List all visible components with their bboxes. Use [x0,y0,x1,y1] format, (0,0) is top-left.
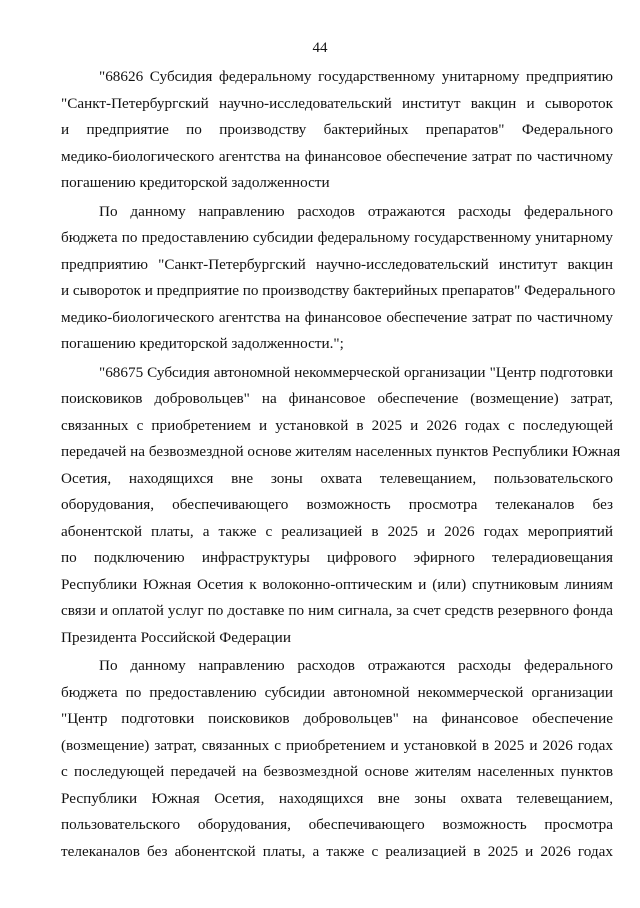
text-line: По данному направлению расходов отражаются расходы федерального [99,657,613,674]
text-line: поисковиков добровольцев" на финансовое обеспечение (возмещение) затрат, [61,390,613,407]
text-line: и предприятие по производству бактерийных препаратов" Федерального [61,121,613,138]
text-line: медико-биологического агентства на финансовое обеспечение затрат по частичному [61,308,613,326]
text-line: Республики Южная Осетия к волоконно-оптическим и (или) спутниковым линиям [61,575,613,593]
text-line: передачей на безвозмездной основе жителям населенных пунктов Республики Южная [61,443,621,460]
text-line: предприятию "Санкт-Петербургский научно-исследовательский институт вакцин [61,255,613,273]
text-line: связанных с приобретением и установкой в 2025 и 2026 годах с последующей [61,416,613,434]
text-line: медико-биологического агентства на финансовое обеспечение затрат по частичному [61,147,613,165]
text-line: "Центр подготовки поисковиков добровольцев" на финансовое обеспечение [61,710,613,727]
text-line: погашению кредиторской задолженности."; [61,335,344,352]
text-line: пользовательского оборудования, обеспечивающего возможность просмотра [61,816,613,833]
text-line: "68675 Субсидия автономной некоммерческой организации "Центр подготовки [99,363,613,381]
text-line: "68626 Субсидия федеральному государственному унитарному предприятию [99,68,613,85]
text-line: оборудования, обеспечивающего возможность просмотра телеканалов без [61,496,613,513]
document-body [61,64,621,865]
text-line: погашению кредиторской задолженности [61,174,330,191]
text-line: По данному направлению расходов отражаются расходы федерального [99,202,613,220]
text-line: по подключению инфраструктуры цифрового эфирного телерадиовещания [61,549,613,566]
text-line: абонентской платы, а также с реализацией в 2025 и 2026 годах мероприятий [61,522,613,540]
text-line: (возмещение) затрат, связанных с приобретением и установкой в 2025 и 2026 годах [61,736,613,754]
text-line: бюджета по предоставлению субсидии автономной некоммерческой организации [61,683,613,701]
page-number: 44 [312,40,328,56]
text-line: с последующей передачей на безвозмездной основе жителям населенных пунктов [61,763,613,780]
text-line: Президента Российской Федерации [61,628,291,646]
text-line: связи и оплатой услуг по доставке по ним сигнала, за счет средств резервного фонда [61,602,613,619]
text-line: телеканалов без абонентской платы, а также с реализацией в 2025 и 2026 годах [61,842,613,860]
text-line: Республики Южная Осетия, находящихся вне зоны охвата телевещанием, [61,789,613,807]
text-line: Осетия, находящихся вне зоны охвата телевещанием, пользовательского [61,469,613,487]
text-line: бюджета по предоставлению субсидии федеральному государственному унитарному [61,229,613,246]
text-line: и сывороток и предприятие по производству бактерийных препаратов" Федерального [61,282,616,299]
text-line: "Санкт-Петербургский научно-исследовательский институт вакцин и сывороток [61,94,613,112]
